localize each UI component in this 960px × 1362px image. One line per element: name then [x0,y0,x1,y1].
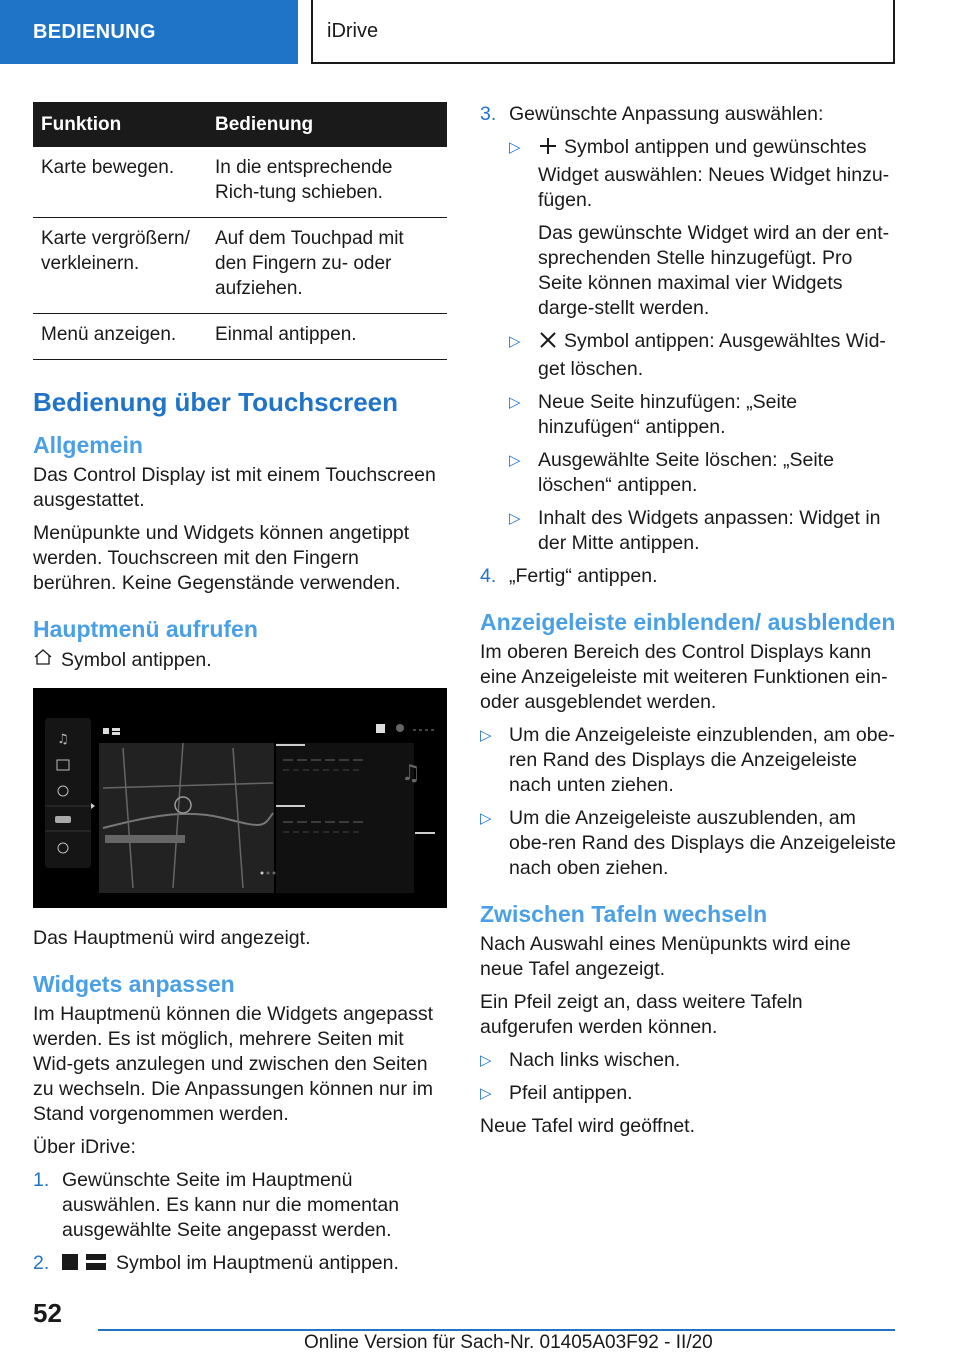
paragraph: Ein Pfeil zeigt an, dass weitere Tafeln aufgerufen werden können. [480,991,803,1038]
list-item [509,390,896,440]
step-list [480,102,896,127]
option-text: Symbol antippen und gewünschtes Widget auswählen: Neues Widget hinzu-fügen. [538,136,890,211]
table-cell: Karte bewegen. [33,147,207,218]
step-number: 4. [480,565,497,587]
subsection-title: Anzeigeleiste einblenden/ ausblenden [480,609,896,635]
option-list [509,135,896,556]
table-header-cell: Bedienung [207,102,447,147]
paragraph: Das Control Display ist mit einem Touchscreen ausgestattet. [33,464,436,511]
table-header-cell: Funktion [33,102,207,147]
triangle-marker: ▷ [509,394,521,411]
home-symbol-text: Symbol antippen. [61,649,212,671]
triangle-marker: ▷ [509,452,521,469]
option-text: Neue Seite hinzufügen: „Seite hinzufügen“ antippen. [538,391,798,438]
home-icon [33,647,53,674]
plus-icon [538,136,558,163]
left-column [33,102,447,1287]
list-text: Um die Anzeigeleiste auszublenden, am obe-ren Rand des Displays die Anzeigeleiste nach oben ziehen. [509,807,896,879]
edit-widgets-icon [62,1252,110,1279]
home-symbol-line [33,647,447,674]
list-item [480,1048,896,1073]
svg-text:♫: ♫ [57,732,69,747]
list-item [509,506,896,556]
bar-list [480,723,896,881]
footer-text: Online Version für Sach-Nr. 01405A03F92 - II/20 [304,1332,713,1353]
list-item [33,1168,447,1243]
step-text: „Fertig“ antippen. [509,565,658,587]
table-cell: Menü anzeigen. [33,314,207,360]
list-item [480,102,896,127]
triangle-marker: ▷ [509,333,521,350]
triangle-marker: ▷ [480,810,492,827]
function-table [33,102,447,360]
right-column [480,102,896,1147]
option-text: Ausgewählte Seite löschen: „Seite löschen“ antippen. [538,449,834,496]
triangle-marker: ▷ [480,1085,492,1102]
page-number: 52 [33,1298,62,1328]
step-text: Gewünschte Seite im Hauptmenü auswählen. Es kann nur die momentan ausgewählte Seite angepasst werden. [62,1169,400,1241]
section-title: Bedienung über Touchscreen [33,387,399,417]
step-list [33,1168,447,1279]
list-text: Nach links wischen. [509,1049,681,1071]
option-text: Symbol antippen: Ausgewähltes Wid-get löschen. [538,330,886,380]
screen-illustration [33,688,447,908]
paragraph: Das Hauptmenü wird angezeigt. [33,927,311,949]
table-cell: Einmal antippen. [207,314,447,360]
footer-divider [98,1329,895,1331]
list-text: Pfeil antippen. [509,1082,633,1104]
option-note: Das gewünschte Widget wird an der ent-sprechenden Stelle hinzugefügt. Pro Seite können maximal vier Widgets darge-stellt werden. [538,222,890,319]
list-item [480,723,896,798]
step-number: 3. [480,103,497,125]
step-number: 2. [33,1252,50,1274]
svg-text:♫: ♫ [401,761,421,786]
list-item [509,329,896,382]
table-header-row [33,102,447,147]
subsection-title: Allgemein [33,432,143,458]
triangle-marker: ▷ [509,510,521,527]
table-cell: Auf dem Touchpad mit den Fingern zu- oder aufziehen. [207,218,447,314]
subsection-title: Zwischen Tafeln wechseln [480,901,768,927]
list-item [509,448,896,498]
paragraph: Neue Tafel wird geöffnet. [480,1115,696,1137]
table-cell: In die entsprechende Rich-tung schieben. [207,147,447,218]
table-row [33,314,447,360]
triangle-marker: ▷ [480,727,492,744]
header-chapter: iDrive [311,0,895,64]
option-text: Inhalt des Widgets anpassen: Widget in der Mitte antippen. [538,507,881,554]
paragraph: Nach Auswahl eines Menüpunkts wird eine neue Tafel angezeigt. [480,933,851,980]
triangle-marker: ▷ [509,139,521,156]
panel-list [480,1048,896,1106]
paragraph: Im oberen Bereich des Control Displays kann eine Anzeigeleiste mit weiteren Funktionen ein- oder ausgeblendet werden. [480,641,888,713]
step-number: 1. [33,1169,50,1191]
step-list [480,564,896,589]
table-row [33,147,447,218]
subsection-title: Hauptmenü aufrufen [33,616,258,642]
table-cell: Karte vergrößern/ verkleinern. [33,218,207,314]
list-item [33,1251,447,1279]
list-item [480,806,896,881]
paragraph: Über iDrive: [33,1136,136,1158]
step-text: Gewünschte Anpassung auswählen: [509,103,824,125]
subsection-title: Widgets anpassen [33,971,235,997]
table-row [33,218,447,314]
list-item [480,564,896,589]
triangle-marker: ▷ [480,1052,492,1069]
step-text: Symbol im Hauptmenü antippen. [116,1252,399,1274]
list-text: Um die Anzeigeleiste einzublenden, am obe-ren Rand des Displays die Anzeigeleiste nach unten ziehen. [509,724,895,796]
list-item [509,135,896,321]
paragraph: Menüpunkte und Widgets können angetippt werden. Touchscreen mit den Fingern berühren. Keine Gegenstände verwenden. [33,522,410,594]
paragraph: Im Hauptmenü können die Widgets angepasst werden. Es ist möglich, mehrere Seiten mit Wid-gets anzulegen und zwischen den Seiten zu wechseln. Die Anpassungen können nur im Stand vorgenommen werden. [33,1003,433,1125]
main-menu-screenshot [33,688,447,908]
list-item [480,1081,896,1106]
close-icon [538,330,558,357]
header-section: BEDIENUNG [0,0,298,64]
